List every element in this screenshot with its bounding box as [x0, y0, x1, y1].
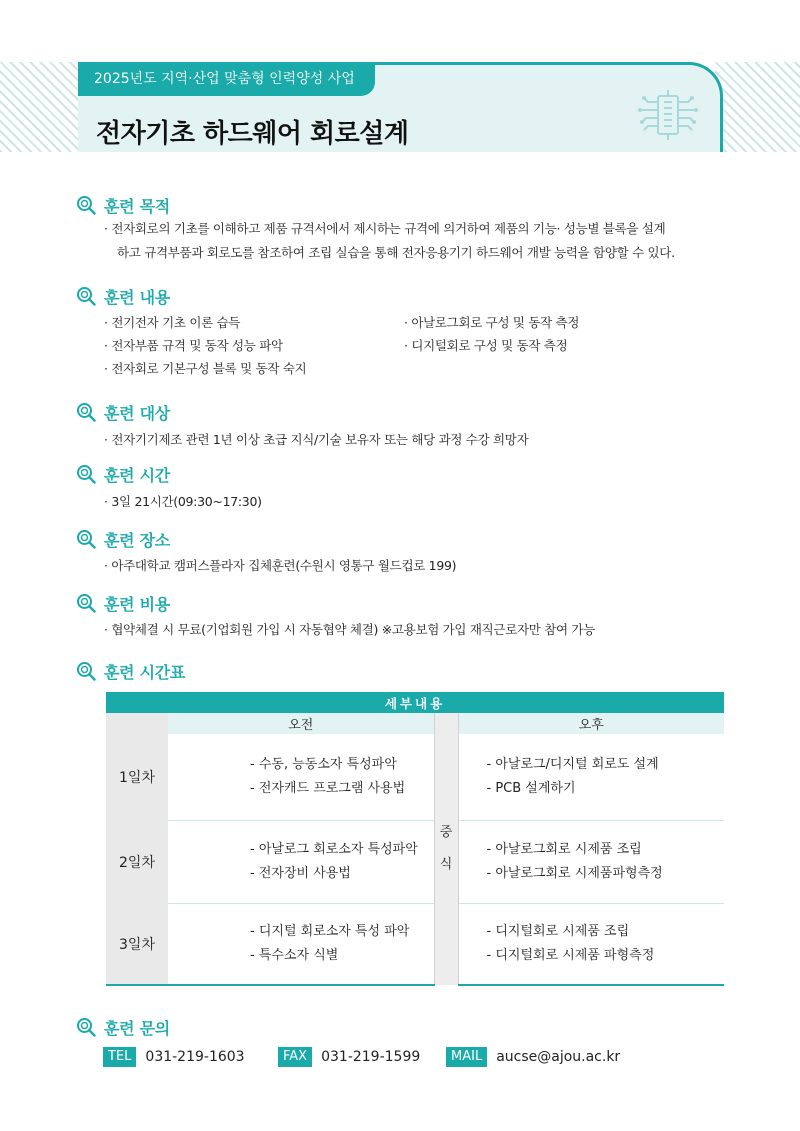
content-item: · 전자회로 기본구성 블록 및 동작 숙지	[104, 361, 307, 376]
section-target-heading	[76, 401, 170, 423]
pm-cell	[458, 820, 724, 903]
lunch-column	[434, 713, 458, 985]
schedule-item: - 아날로그회로 시제품 조립	[486, 841, 642, 857]
mail-label: MAIL	[446, 1047, 487, 1067]
fax-number: 031-219-1599	[321, 1049, 421, 1065]
schedule-item: - 특수소자 식별	[250, 947, 339, 963]
magnifier-icon	[76, 593, 96, 613]
content-item: · 아날로그회로 구성 및 동작 측정	[404, 315, 580, 330]
contact-tel	[103, 1047, 245, 1067]
section-cost-heading	[76, 592, 170, 614]
mail-address[interactable]: aucse@ajou.ac.kr	[496, 1049, 621, 1065]
hatch-decoration-right	[715, 62, 800, 152]
magnifier-icon	[76, 661, 96, 681]
schedule-item: - 전자캐드 프로그램 사용법	[250, 780, 406, 796]
schedule-item: - 아날로그회로 시제품파형측정	[486, 865, 663, 881]
am-cell	[168, 903, 434, 985]
purpose-text-line2: 하고 규격부품과 회로도를 참조하여 조립 실습을 통해 전자응용기기 하드웨어 개발 능력을 함양할 수 있다.	[117, 245, 675, 260]
tel-number[interactable]: 031-219-1603	[145, 1049, 245, 1065]
contact-mail	[446, 1047, 620, 1067]
section-title: 훈련 비용	[104, 594, 170, 614]
page-title: 전자기초 하드웨어 회로설계	[96, 119, 409, 149]
magnifier-icon	[76, 402, 96, 422]
content-item: · 전기전자 기초 이론 습득	[104, 315, 241, 330]
section-title: 훈련 시간	[104, 465, 170, 485]
circuit-chip-icon	[636, 88, 700, 142]
fax-label: FAX	[278, 1047, 312, 1067]
section-content-heading	[76, 285, 170, 307]
schedule-header: 세부내용	[106, 692, 724, 713]
schedule-corner	[106, 713, 168, 734]
schedule-item: - 아날로그/디지털 회로도 설계	[486, 756, 659, 772]
section-title: 훈련 내용	[104, 287, 170, 307]
section-title: 훈련 목적	[104, 196, 170, 216]
schedule-item: - 아날로그 회로소자 특성파악	[250, 841, 418, 857]
am-cell	[168, 734, 434, 820]
content-item: · 디지털회로 구성 및 동작 측정	[404, 338, 568, 353]
section-title: 훈련 대상	[104, 403, 170, 423]
schedule-item: - 디지털회로 시제품 파형측정	[486, 947, 655, 963]
pm-cell	[458, 903, 724, 985]
magnifier-icon	[76, 1017, 96, 1037]
contact-fax	[278, 1047, 420, 1067]
table-row	[106, 820, 724, 903]
section-time-heading	[76, 463, 170, 485]
pm-header: 오후	[458, 713, 724, 734]
am-header: 오전	[168, 713, 434, 734]
time-text: · 3일 21시간(09:30~17:30)	[104, 494, 262, 509]
magnifier-icon	[76, 286, 96, 306]
section-title: 훈련 시간표	[104, 662, 186, 682]
target-text: · 전자기기제조 관련 1년 이상 초급 지식/기술 보유자 또는 해당 과정 수강 희망자	[104, 432, 529, 447]
cost-text: · 협약체결 시 무료(기업회원 가입 시 자동협약 체결) ※고용보험 가입 재직근로자만 참여 가능	[104, 622, 595, 637]
schedule-item: - 수동, 능동소자 특성파악	[250, 756, 397, 772]
schedule-item: - 전자장비 사용법	[250, 865, 351, 881]
schedule-item: - PCB 설계하기	[486, 780, 576, 796]
am-cell	[168, 820, 434, 903]
section-place-heading	[76, 528, 170, 550]
hatch-decoration-left	[0, 62, 90, 152]
schedule-table	[106, 692, 724, 986]
magnifier-icon	[76, 195, 96, 215]
tel-label: TEL	[103, 1047, 136, 1067]
pm-cell	[458, 734, 724, 820]
lunch-char: 식	[439, 857, 453, 872]
schedule-item: - 디지털 회로소자 특성 파악	[250, 923, 410, 939]
day-label: 1일차	[106, 734, 168, 820]
section-inquiry-heading	[76, 1016, 170, 1038]
content-item: · 전자부품 규격 및 동작 성능 파악	[104, 338, 283, 353]
table-row	[106, 734, 724, 820]
section-title: 훈련 문의	[104, 1018, 170, 1038]
schedule-item: - 디지털회로 시제품 조립	[486, 923, 630, 939]
table-row	[106, 903, 724, 985]
section-purpose-heading	[76, 194, 170, 216]
day-label: 3일차	[106, 903, 168, 985]
magnifier-icon	[76, 464, 96, 484]
magnifier-icon	[76, 529, 96, 549]
purpose-text-line1: · 전자회로의 기초를 이해하고 제품 규격서에서 제시하는 규격에 의거하여 제품의 기능· 성능별 블록을 설계	[104, 221, 666, 236]
program-tag: 2025년도 지역·산업 맞춤형 인력양성 사업	[78, 62, 375, 96]
lunch-char: 중	[439, 825, 453, 840]
place-text: · 아주대학교 캠퍼스플라자 집체훈련(수원시 영통구 월드컵로 199)	[104, 558, 457, 573]
section-title: 훈련 장소	[104, 530, 170, 550]
day-label: 2일차	[106, 820, 168, 903]
section-schedule-heading	[76, 660, 185, 682]
